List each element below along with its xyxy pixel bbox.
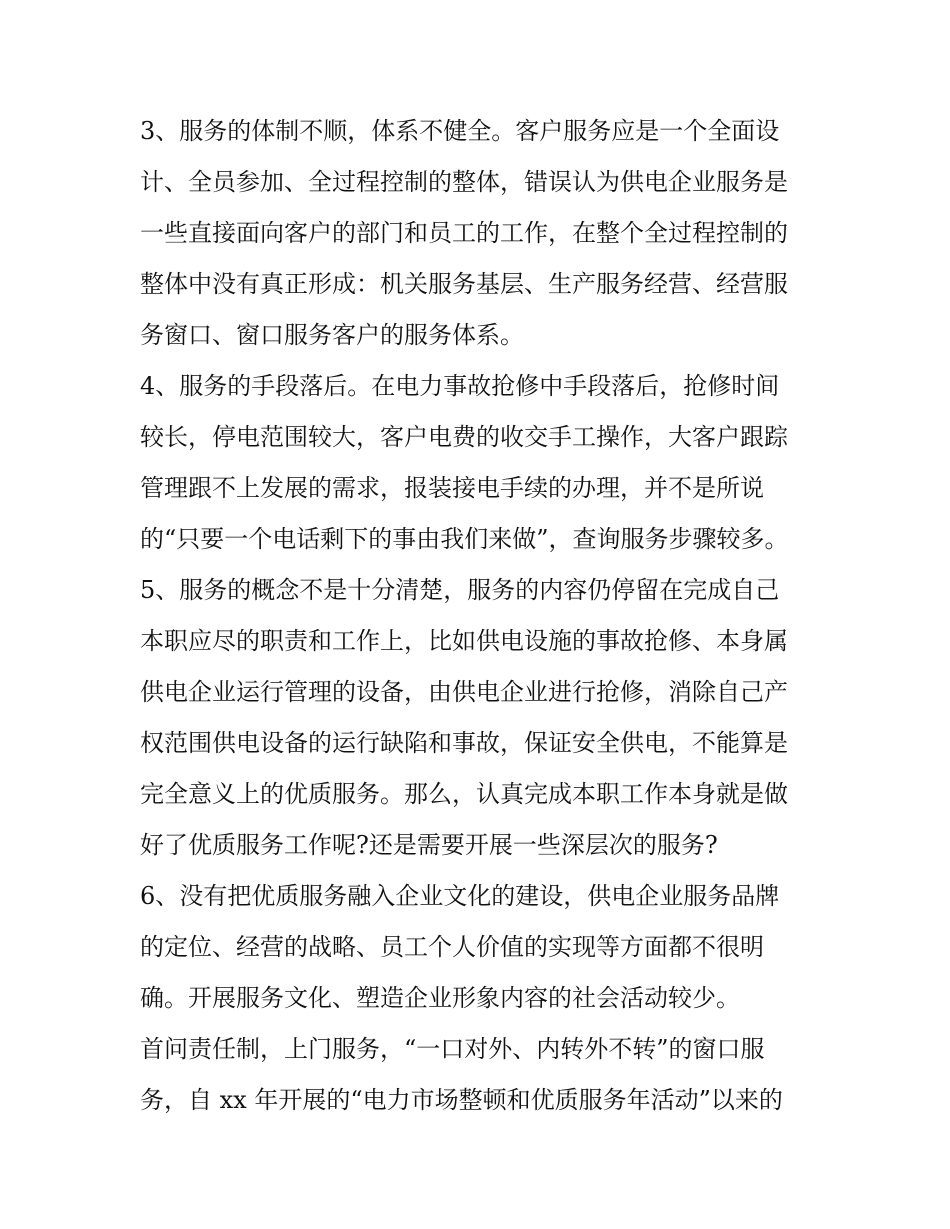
text-line: 4、服务的手段落后。在电力事故抢修中手段落后，抢修时间 (140, 372, 780, 400)
text-line: 完全意义上的优质服务。那么，认真完成本职工作本身就是做 (140, 780, 788, 808)
text-line: 本职应尽的职责和工作上，比如供电设施的事故抢修、本身属 (140, 627, 788, 655)
text-line: 6、没有把优质服务融入企业文化的建设，供电企业服务品牌 (140, 882, 780, 910)
text-line: 较长，停电范围较大，客户电费的收交手工操作，大客户跟踪 (140, 423, 788, 451)
text-line: 整体中没有真正形成：机关服务基层、生产服务经营、经营服 (140, 270, 788, 298)
text-line: 供电企业运行管理的设备，由供电企业进行抢修，消除自己产 (140, 678, 788, 706)
text-line: 权范围供电设备的运行缺陷和事故，保证安全供电，不能算是 (140, 729, 788, 757)
text-line: 管理跟不上发展的需求，报装接电手续的办理，并不是所说 (140, 474, 764, 502)
text-line: 务窗口、窗口服务客户的服务体系。 (140, 321, 524, 349)
text-line: 的“只要一个电话剩下的事由我们来做”，查询服务步骤较多。 (140, 525, 789, 553)
text-line: 一些直接面向客户的部门和员工的工作，在整个全过程控制的 (140, 219, 788, 247)
text-line: 确。开展服务文化、塑造企业形象内容的社会活动较少。 (140, 984, 740, 1012)
text-line: 3、服务的体制不顺，体系不健全。客户服务应是一个全面设 (140, 117, 780, 145)
text-line: 计、全员参加、全过程控制的整体，错误认为供电企业服务是 (140, 168, 788, 196)
text-line: 务，自 xx 年开展的“电力市场整顿和优质服务年活动”以来的 (140, 1086, 783, 1114)
text-line: 好了优质服务工作呢?还是需要开展一些深层次的服务? (140, 831, 718, 859)
text-line: 的定位、经营的战略、员工个人价值的实现等方面都不很明 (140, 933, 764, 961)
body-text (140, 106, 820, 1126)
text-line: 首问责任制，上门服务，“一口对外、内转外不转”的窗口服 (140, 1035, 765, 1063)
text-line: 5、服务的概念不是十分清楚，服务的内容仍停留在完成自己 (140, 576, 780, 604)
